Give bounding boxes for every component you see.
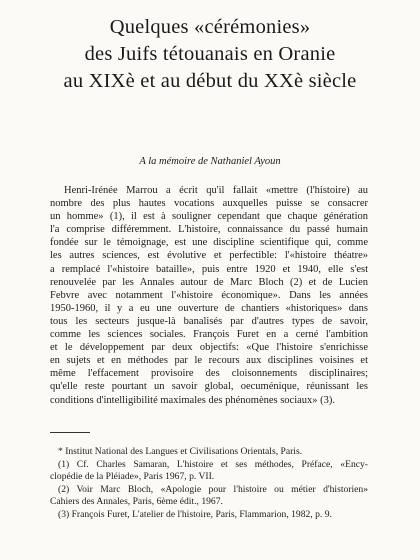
body-line: fondée sur le témoignage, est une discipline scientifique qui, comme (50, 237, 368, 249)
footnote-affiliation: * Institut National des Langues et Civilisations Orientals, Paris. (58, 446, 303, 457)
body-line: Henri-Irénée Marrou a écrit qu'il fallait «mettre (l'histoire) au (64, 185, 368, 196)
title-line-2: des Juifs tétouanais en Oranie (84, 43, 336, 65)
footnote-2-cont: Cahiers des Annales, Paris, 6ème édit., 1967. (50, 496, 223, 507)
body-paragraph (50, 184, 368, 407)
footnote-1: (1) Cf. Charles Samaran, L'histoire et ses méthodes, Préface, «Ency- (58, 458, 368, 470)
body-line: a remplacé l'«histoire bataille», puis entre 1920 et 1940, elle s'est (50, 263, 368, 275)
body-line: même l'effacement provisoire des cloisonnements disciplinaires; (50, 368, 368, 380)
footnote-divider (50, 432, 90, 433)
footnote-1-cont: clopédie de la Pléiade», Paris 1967, p. VII. (50, 471, 215, 482)
footnotes (50, 446, 368, 521)
body-line: et le développement par deux objectifs: «Que l'histoire s'enrichisse (50, 342, 368, 354)
title-line-3: au XIXè et au début du XXè siècle (63, 70, 357, 92)
body-line: renouvelée par les Annales autour de Marc Bloch (2) et de Lucien (50, 276, 368, 288)
body-line: nombre des plus hautes vocations auxquelles puisse se consacrer (50, 198, 368, 210)
footnote-2: (2) Voir Marc Bloch, «Apologie pour l'histoire ou métier d'historien» (58, 483, 368, 495)
body-line: conditions d'intelligibilité maximales des phénomènes sociaux» (3). (50, 394, 336, 406)
body-line: qu'elle reste pourtant un savoir global, oecuménique, réunissant les (50, 381, 368, 393)
body-line: comme les sciences sociales. François Furet en a cerné l'ambition (50, 329, 368, 341)
article-title (20, 14, 400, 95)
body-line: en sujets et en méthodes par le recours aux disciplines voisines et (50, 355, 368, 367)
dedication: A la mémoire de Nathaniel Ayoun (139, 156, 281, 167)
body-line: tous les secteurs jusque-là banalisés par d'autres types de savoir, (50, 315, 368, 327)
body-line: 1950-1960, il y a eu une ouverture de chantiers «historiques» dans (50, 302, 368, 314)
body-line: les autres sciences, est évolutive et perfectible: l'«histoire théatre» (50, 250, 368, 262)
body-line: Febvre avec notamment l'«histoire économique». Dans les années (50, 289, 368, 301)
body-line: l'a comprise différemment. L'histoire, connaissance du passé humain (50, 224, 368, 236)
footnote-3: (3) François Furet, L'atelier de l'histoire, Paris, Flammarion, 1982, p. 9. (58, 508, 332, 520)
body-line: un homme» (1), il est à souligner cependant que chaque génération (50, 211, 368, 223)
title-line-1: Quelques «cérémonies» (109, 16, 311, 38)
